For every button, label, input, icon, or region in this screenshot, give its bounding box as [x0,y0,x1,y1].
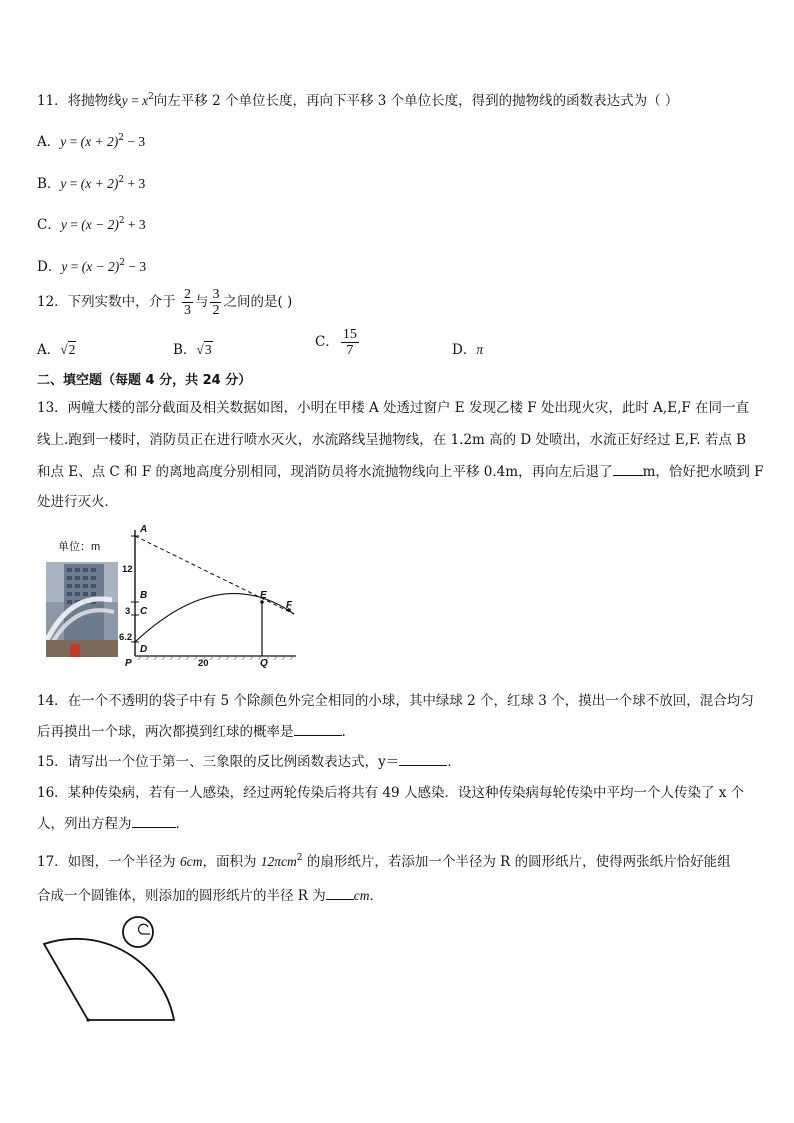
point-label: A [140,524,148,535]
dimension-label: 6.2 [119,632,133,643]
q12-option-a: A．√2 [37,342,76,358]
answer-blank [613,463,643,476]
q14-line1: 14．在一个不透明的袋子中有 5 个除颜色外完全相同的小球，其中绿球 2 个，红球 3 个，摸出一个球不放回，混合均匀 [37,693,754,709]
answer-blank [326,887,354,900]
dimension-label: 20 [198,658,209,669]
q11-option-d: D．$y = (x - 2)^2 - 3$ [37,258,147,275]
q11-option-a: A．$y = (x + 2)^2 - 3$ [37,133,146,150]
q17-line1: 17．如图，一个半径为 6cm，面积为 12πcm$^2$ 的扇形纸片，若添加一个半径为 R 的圆形纸片，使得两张纸片恰好能组 [37,853,731,870]
q12-option-d: D．π [452,342,484,358]
q11-option-b: B．$y = (x + 2)^2 + 3$ [37,175,146,192]
q13-line1: 13．两幢大楼的部分截面及相关数据如图，小明在甲楼 A 处透过窗户 E 发现乙楼 F 处出现火灾，此时 A,E,F 在同一直 [37,400,750,416]
q13-line2: 线上.跑到一楼时，消防员正在进行喷水灭火，水流路线呈抛物线，在 1.2m 高的 D 处喷出，水流正好经过 E,F. 若点 B [37,432,747,448]
fraction-three-halves: $\frac{3}{2}$ [212,287,220,318]
q13-figure [40,522,310,672]
point-label: D [140,644,148,655]
q11-option-c: C．$y = (x - 2)^2 + 3$ [37,216,146,233]
fraction-two-thirds: $\frac{2}{3}$ [183,287,191,318]
dimension-label: 3 [125,606,131,617]
q15-line: 15．请写出一个位于第一、三象限的反比例函数表达式，y＝ ． [37,754,461,770]
q12-option-b: B．√3 [173,342,212,358]
answer-blank [399,753,447,766]
answer-blank [294,723,342,736]
point-label: B [140,590,148,601]
point-label: Q [260,658,268,669]
building-photo [46,562,118,657]
point-label: P [125,658,132,669]
q17-line2: 合成一个圆锥体，则添加的圆形纸片的半径 R 为 cm． [37,888,383,904]
q12-stem: 12．下列实数中，介于 $\frac{2}{3}$ 与 $\frac{3}{2}$ 之间的是( ) [37,287,293,318]
q16-line1: 16．某种传染病，若有一人感染，经过两轮传染后将共有 49 人感染．设这种传染病每轮传染中平均一个人传染了 x 个 [37,785,745,801]
q13-line3: 和点 E、点 C 和 F 的离地高度分别相同，现消防员将水流抛物线向上平移 0.4m，再向左后退了 m，恰好把水喷到 F [37,464,764,480]
dimension-label: 12 [122,564,133,575]
section-heading: 二、填空题（每题 4 分，共 24 分） [37,373,252,388]
point-label: F [286,600,293,611]
q17-figure [36,912,196,1032]
q11-stem: 11．将抛物线$y = x^2$向左平移 2 个单位长度，再向下平移 3 个单位长度，得到的抛物线的函数表达式为（ ） [37,92,679,109]
point-label: E [260,590,267,601]
q12-option-c: C． $\frac{15}{7}$ [315,327,357,358]
q14-line2: 后再摸出一个球，两次都摸到红球的概率是 . [37,724,346,740]
unit-label: 单位：m [58,541,101,553]
small-circle [123,917,153,947]
q13-line4: 处进行灭火． [37,494,118,510]
q16-line2: 人，列出方程为 ． [37,816,189,832]
point-label: C [140,606,148,617]
answer-blank [132,815,176,828]
